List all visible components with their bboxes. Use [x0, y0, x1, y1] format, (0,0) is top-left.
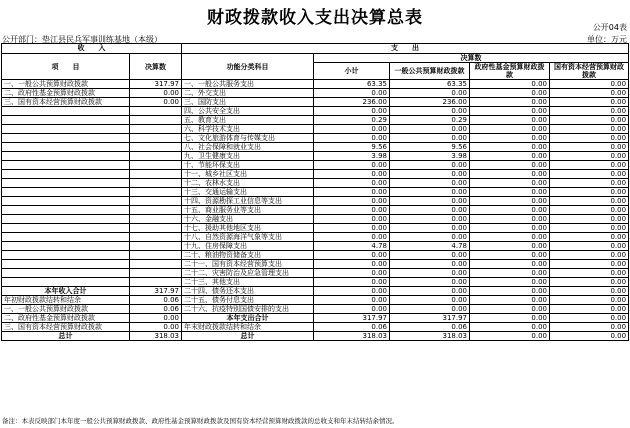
capital-budget-cell: 0.00 — [550, 188, 629, 197]
general-budget-cell: 63.35 — [390, 80, 470, 89]
income-amount-cell — [130, 152, 182, 161]
general-budget-cell: 0.00 — [390, 224, 470, 233]
capital-budget-cell: 0.00 — [550, 296, 629, 305]
fund-budget-cell: 0.00 — [470, 287, 550, 296]
general-budget-cell: 0.00 — [390, 107, 470, 116]
fund-budget-cell: 0.00 — [470, 215, 550, 224]
income-amount-cell — [130, 125, 182, 134]
subtotal-cell: 318.03 — [314, 332, 390, 341]
capital-budget-cell: 0.00 — [550, 206, 629, 215]
subtotal-cell: 0.00 — [314, 251, 390, 260]
income-amount-cell — [130, 143, 182, 152]
expenditure-item-cell: 二十二、灾害防治及应急管理支出 — [182, 269, 314, 278]
table-row — [2, 170, 629, 179]
general-budget-cell: 0.00 — [390, 260, 470, 269]
expenditure-item-cell: 二十一、国有资本经营预算支出 — [182, 260, 314, 269]
subtotal-cell: 0.00 — [314, 134, 390, 143]
table-row — [2, 287, 629, 296]
fund-budget-cell: 0.00 — [470, 260, 550, 269]
capital-budget-cell: 0.00 — [550, 305, 629, 314]
expenditure-item-cell: 四、公共安全支出 — [182, 107, 314, 116]
item-header: 项 目 — [2, 54, 130, 80]
general-budget-cell: 0.06 — [390, 323, 470, 332]
expenditure-item-cell: 一、一般公共服务支出 — [182, 80, 314, 89]
income-item-cell: 本年收入合计 — [2, 287, 130, 296]
subtotal-cell: 4.78 — [314, 242, 390, 251]
fund-budget-cell: 0.00 — [470, 224, 550, 233]
income-item-cell — [2, 170, 130, 179]
general-budget-cell: 0.00 — [390, 269, 470, 278]
subtotal-cell: 0.00 — [314, 233, 390, 242]
subtotal-cell: 0.00 — [314, 224, 390, 233]
general-budget-cell: 0.29 — [390, 116, 470, 125]
fund-budget-cell: 0.00 — [470, 134, 550, 143]
expenditure-item-cell: 十七、援助其他地区支出 — [182, 224, 314, 233]
income-item-cell — [2, 215, 130, 224]
general-budget-cell: 0.00 — [390, 206, 470, 215]
fund-budget-cell: 0.00 — [470, 296, 550, 305]
subtotal-cell: 317.97 — [314, 314, 390, 323]
income-item-cell — [2, 233, 130, 242]
capital-budget-cell: 0.00 — [550, 152, 629, 161]
income-item-cell: 总计 — [2, 332, 130, 341]
income-amount-cell: 0.00 — [130, 323, 182, 332]
general-budget-cell: 0.00 — [390, 197, 470, 206]
subtotal-cell: 0.00 — [314, 107, 390, 116]
expenditure-item-cell: 七、文化旅游体育与传媒支出 — [182, 134, 314, 143]
income-amount-header: 决算数 — [130, 54, 182, 80]
income-item-cell: 一、一般公共预算财政拨款 — [2, 305, 130, 314]
income-amount-cell: 0.00 — [130, 98, 182, 107]
table-row — [2, 314, 629, 323]
capital-budget-cell: 0.00 — [550, 125, 629, 134]
capital-budget-cell: 0.00 — [550, 260, 629, 269]
expenditure-item-cell: 本年支出合计 — [182, 314, 314, 323]
table-row — [2, 233, 629, 242]
general-budget-cell: 0.00 — [390, 251, 470, 260]
capital-budget-cell: 0.00 — [550, 332, 629, 341]
capital-budget-cell: 0.00 — [550, 197, 629, 206]
income-item-cell — [2, 188, 130, 197]
fund-budget-cell: 0.00 — [470, 278, 550, 287]
table-row — [2, 161, 629, 170]
fund-budget-cell: 0.00 — [470, 197, 550, 206]
fund-budget-cell: 0.00 — [470, 251, 550, 260]
fund-budget-cell: 0.00 — [470, 323, 550, 332]
table-row — [2, 80, 629, 89]
fund-budget-cell: 0.00 — [470, 206, 550, 215]
expenditure-item-cell: 十、节能环保支出 — [182, 161, 314, 170]
income-amount-cell — [130, 197, 182, 206]
subtotal-cell: 0.06 — [314, 323, 390, 332]
table-row — [2, 278, 629, 287]
table-row — [2, 296, 629, 305]
subtotal-cell: 0.00 — [314, 260, 390, 269]
unit-label: 单位：万元 — [587, 35, 627, 44]
subtotal-cell: 9.56 — [314, 143, 390, 152]
income-item-cell: 三、国有资本经营预算财政拨款 — [2, 98, 130, 107]
table-row — [2, 197, 629, 206]
expenditure-item-cell: 十一、城乡社区支出 — [182, 170, 314, 179]
fund-budget-cell: 0.00 — [470, 80, 550, 89]
table-row — [2, 134, 629, 143]
table-row — [2, 143, 629, 152]
capital-budget-cell: 0.00 — [550, 80, 629, 89]
expenditure-item-cell: 九、卫生健康支出 — [182, 152, 314, 161]
general-budget-cell: 0.00 — [390, 296, 470, 305]
expenditure-item-cell: 六、科学技术支出 — [182, 125, 314, 134]
expenditure-item-cell: 三、国防支出 — [182, 98, 314, 107]
general-budget-cell: 0.00 — [390, 287, 470, 296]
income-amount-cell — [130, 251, 182, 260]
table-row — [2, 125, 629, 134]
table-row — [2, 323, 629, 332]
capital-budget-cell: 0.00 — [550, 143, 629, 152]
income-item-cell — [2, 224, 130, 233]
capital-budget-cell: 0.00 — [550, 107, 629, 116]
table-row — [2, 206, 629, 215]
income-amount-cell — [130, 260, 182, 269]
general-budget-cell: 4.78 — [390, 242, 470, 251]
expenditure-item-cell: 二十三、其他支出 — [182, 278, 314, 287]
income-amount-cell — [130, 224, 182, 233]
table-body — [2, 80, 629, 341]
income-item-cell — [2, 161, 130, 170]
fund-budget-cell: 0.00 — [470, 233, 550, 242]
fund-budget-cell: 0.00 — [470, 161, 550, 170]
income-item-cell — [2, 116, 130, 125]
capital-budget-cell: 0.00 — [550, 134, 629, 143]
subtotal-cell: 0.00 — [314, 170, 390, 179]
expenditure-item-cell: 总计 — [182, 332, 314, 341]
income-header: 收 入 — [2, 44, 182, 54]
general-budget-cell: 0.00 — [390, 278, 470, 287]
income-item-cell — [2, 206, 130, 215]
subtotal-cell: 0.00 — [314, 305, 390, 314]
expenditure-item-cell: 二十五、债务付息支出 — [182, 296, 314, 305]
general-budget-cell: 0.00 — [390, 233, 470, 242]
income-item-cell — [2, 269, 130, 278]
income-item-cell — [2, 143, 130, 152]
subtotal-header: 小计 — [314, 63, 390, 80]
income-item-cell: 三、国有资本经营预算财政拨款 — [2, 323, 130, 332]
general-budget-cell: 0.00 — [390, 89, 470, 98]
general-budget-cell: 0.00 — [390, 188, 470, 197]
fund-budget-cell: 0.00 — [470, 116, 550, 125]
fund-budget-cell: 0.00 — [470, 89, 550, 98]
income-amount-cell — [130, 278, 182, 287]
table-row — [2, 242, 629, 251]
capital-budget-cell: 0.00 — [550, 278, 629, 287]
general-budget-cell: 0.00 — [390, 161, 470, 170]
expenditure-item-cell: 十五、商业服务业等支出 — [182, 206, 314, 215]
general-budget-cell: 317.97 — [390, 314, 470, 323]
income-item-cell — [2, 107, 130, 116]
income-amount-cell — [130, 233, 182, 242]
subtotal-cell: 0.00 — [314, 89, 390, 98]
finance-table — [1, 43, 629, 341]
income-amount-cell: 0.00 — [130, 314, 182, 323]
fund-budget-cell: 0.00 — [470, 143, 550, 152]
fund-budget-cell: 0.00 — [470, 314, 550, 323]
fund-budget-cell: 0.00 — [470, 305, 550, 314]
table-row — [2, 107, 629, 116]
capital-budget-cell: 0.00 — [550, 224, 629, 233]
expenditure-item-cell: 十六、金融支出 — [182, 215, 314, 224]
capital-budget-cell: 0.00 — [550, 215, 629, 224]
func-item-header: 功能分类科目 — [182, 54, 314, 80]
expenditure-header: 支 出 — [182, 44, 629, 54]
income-amount-cell: 0.06 — [130, 296, 182, 305]
general-budget-cell: 9.56 — [390, 143, 470, 152]
capital-budget-cell: 0.00 — [550, 116, 629, 125]
report-title: 财政拨款收入支出决算总表 — [207, 8, 423, 28]
subtotal-cell: 63.35 — [314, 80, 390, 89]
general-budget-cell: 3.98 — [390, 152, 470, 161]
income-item-cell — [2, 179, 130, 188]
fund-budget-cell: 0.00 — [470, 170, 550, 179]
table-row — [2, 260, 629, 269]
expenditure-item-cell: 二十六、抗疫特别国债安排的支出 — [182, 305, 314, 314]
general-budget-cell: 0.00 — [390, 179, 470, 188]
fund-budget-cell: 0.00 — [470, 242, 550, 251]
subtotal-cell: 0.00 — [314, 161, 390, 170]
income-item-cell — [2, 125, 130, 134]
table-row — [2, 116, 629, 125]
table-row — [2, 179, 629, 188]
income-amount-cell — [130, 134, 182, 143]
capital-budget-cell: 0.00 — [550, 287, 629, 296]
final-header: 决算数 — [314, 54, 629, 63]
general-budget-cell: 0.00 — [390, 215, 470, 224]
income-amount-cell — [130, 161, 182, 170]
table-row — [2, 251, 629, 260]
subtotal-cell: 0.00 — [314, 125, 390, 134]
general-budget-cell: 0.00 — [390, 305, 470, 314]
table-row — [2, 332, 629, 341]
income-item-cell — [2, 134, 130, 143]
income-item-cell — [2, 260, 130, 269]
income-amount-cell — [130, 188, 182, 197]
fund-budget-header: 政府性基金预算财政拨款 — [470, 63, 550, 80]
expenditure-item-cell: 五、教育支出 — [182, 116, 314, 125]
income-item-cell: 二、政府性基金预算财政拨款 — [2, 314, 130, 323]
capital-budget-cell: 0.00 — [550, 233, 629, 242]
capital-budget-cell: 0.00 — [550, 170, 629, 179]
income-amount-cell — [130, 179, 182, 188]
table-row — [2, 305, 629, 314]
capital-budget-cell: 0.00 — [550, 89, 629, 98]
capital-budget-cell: 0.00 — [550, 251, 629, 260]
expenditure-item-cell: 二十四、债务还本支出 — [182, 287, 314, 296]
fund-budget-cell: 0.00 — [470, 188, 550, 197]
subtotal-cell: 0.29 — [314, 116, 390, 125]
expenditure-item-cell: 二十、粮油物资储备支出 — [182, 251, 314, 260]
income-amount-cell: 318.03 — [130, 332, 182, 341]
income-amount-cell — [130, 206, 182, 215]
fund-budget-cell: 0.00 — [470, 125, 550, 134]
general-budget-cell: 0.00 — [390, 170, 470, 179]
subtotal-cell: 0.00 — [314, 206, 390, 215]
income-amount-cell: 317.97 — [130, 287, 182, 296]
subtotal-cell: 3.98 — [314, 152, 390, 161]
table-row — [2, 269, 629, 278]
department-label: 公开部门：垫江县民兵军事训练基地（本级） — [2, 35, 162, 44]
table-row — [2, 188, 629, 197]
subtotal-cell: 0.00 — [314, 296, 390, 305]
income-amount-cell — [130, 269, 182, 278]
subtotal-cell: 0.00 — [314, 188, 390, 197]
income-amount-cell: 0.06 — [130, 305, 182, 314]
capital-budget-cell: 0.00 — [550, 323, 629, 332]
income-item-cell: 一、一般公共预算财政拨款 — [2, 80, 130, 89]
capital-budget-cell: 0.00 — [550, 242, 629, 251]
fund-budget-cell: 0.00 — [470, 332, 550, 341]
table-row — [2, 152, 629, 161]
general-budget-cell: 0.00 — [390, 125, 470, 134]
income-amount-cell: 0.00 — [130, 89, 182, 98]
form-code: 公开04表 — [592, 23, 627, 32]
capital-budget-header: 国有资本经营预算财政拨款 — [550, 63, 629, 80]
subtotal-cell: 0.00 — [314, 215, 390, 224]
subtotal-cell: 236.00 — [314, 98, 390, 107]
capital-budget-cell: 0.00 — [550, 98, 629, 107]
subtotal-cell: 0.00 — [314, 287, 390, 296]
income-item-cell — [2, 242, 130, 251]
income-amount-cell — [130, 116, 182, 125]
footnote: 备注：本表反映部门本年度一般公共预算财政拨款、政府性基金预算财政拨款及国有资本经营预算财政拨款的总收支和年末结转结余情况。 — [2, 417, 399, 425]
income-amount-cell: 317.97 — [130, 80, 182, 89]
income-amount-cell — [130, 215, 182, 224]
capital-budget-cell: 0.00 — [550, 161, 629, 170]
income-amount-cell — [130, 242, 182, 251]
general-budget-cell: 236.00 — [390, 98, 470, 107]
general-budget-header: 一般公共预算财政拨款 — [390, 63, 470, 80]
subtotal-cell: 0.00 — [314, 197, 390, 206]
income-item-cell — [2, 197, 130, 206]
expenditure-item-cell: 八、社会保障和就业支出 — [182, 143, 314, 152]
fund-budget-cell: 0.00 — [470, 152, 550, 161]
capital-budget-cell: 0.00 — [550, 179, 629, 188]
table-row — [2, 98, 629, 107]
fund-budget-cell: 0.00 — [470, 107, 550, 116]
income-item-cell: 二、政府性基金预算财政拨款 — [2, 89, 130, 98]
capital-budget-cell: 0.00 — [550, 269, 629, 278]
income-item-cell — [2, 251, 130, 260]
income-amount-cell — [130, 107, 182, 116]
general-budget-cell: 0.00 — [390, 134, 470, 143]
expenditure-item-cell: 十二、农林水支出 — [182, 179, 314, 188]
subtotal-cell: 0.00 — [314, 179, 390, 188]
income-item-cell: 年初财政拨款结转和结余 — [2, 296, 130, 305]
expenditure-item-cell: 十九、住房保障支出 — [182, 242, 314, 251]
fund-budget-cell: 0.00 — [470, 98, 550, 107]
table-row — [2, 89, 629, 98]
expenditure-item-cell: 二、外交支出 — [182, 89, 314, 98]
income-item-cell — [2, 278, 130, 287]
general-budget-cell: 318.03 — [390, 332, 470, 341]
table-row — [2, 224, 629, 233]
table-row — [2, 215, 629, 224]
capital-budget-cell: 0.00 — [550, 314, 629, 323]
subtotal-cell: 0.00 — [314, 269, 390, 278]
expenditure-item-cell: 十四、资源勘探工业信息等支出 — [182, 197, 314, 206]
expenditure-item-cell: 十八、自然资源海洋气象等支出 — [182, 233, 314, 242]
income-amount-cell — [130, 170, 182, 179]
subtotal-cell: 0.00 — [314, 278, 390, 287]
expenditure-item-cell: 年末财政拨款结转和结余 — [182, 323, 314, 332]
fund-budget-cell: 0.00 — [470, 269, 550, 278]
income-item-cell — [2, 152, 130, 161]
fund-budget-cell: 0.00 — [470, 179, 550, 188]
expenditure-item-cell: 十三、交通运输支出 — [182, 188, 314, 197]
